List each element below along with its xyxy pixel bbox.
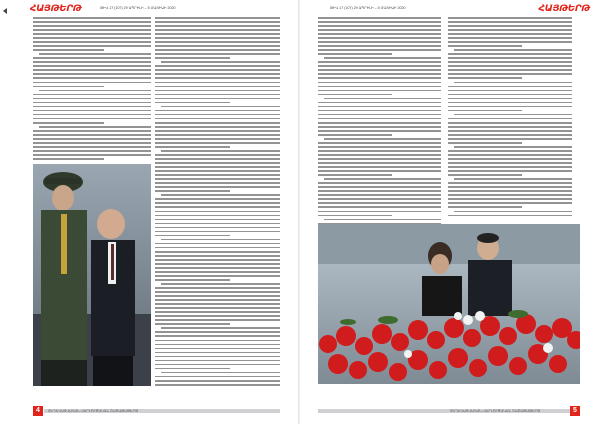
- body-text-line: [318, 202, 441, 204]
- body-text-line: [318, 45, 441, 47]
- body-text-line: [318, 29, 441, 31]
- body-text-line: [33, 122, 104, 124]
- body-text-line: [324, 178, 441, 180]
- body-text-line: [155, 94, 280, 96]
- body-text-line: [33, 69, 151, 71]
- body-text-line: [448, 142, 522, 144]
- body-text-line: [155, 53, 280, 55]
- body-text-line: [155, 360, 280, 362]
- body-text-line: [155, 45, 280, 47]
- body-text-line: [155, 223, 280, 225]
- body-text-line: [33, 29, 151, 31]
- body-text-line: [33, 17, 151, 19]
- body-text-line: [155, 134, 280, 136]
- body-text-line: [448, 158, 572, 160]
- body-text-line: [448, 174, 522, 176]
- body-text-line: [324, 98, 441, 100]
- body-text-line: [448, 166, 572, 168]
- body-text-line: [318, 150, 441, 152]
- body-text-line: [33, 37, 151, 39]
- body-text-line: [39, 90, 151, 92]
- body-text-line: [155, 158, 280, 160]
- body-text-line: [318, 170, 441, 172]
- left-text-column-2: [155, 17, 280, 387]
- body-text-line: [318, 94, 392, 96]
- body-text-line: [155, 335, 280, 337]
- body-text-line: [448, 215, 572, 217]
- body-text-line: [318, 142, 441, 144]
- body-text-line: [39, 126, 151, 128]
- body-text-line: [155, 17, 280, 19]
- body-text-line: [155, 267, 280, 269]
- body-text-line: [318, 122, 441, 124]
- right-text-column-2: [448, 17, 572, 217]
- body-text-line: [155, 69, 280, 71]
- body-text-line: [155, 275, 280, 277]
- body-text-line: [448, 134, 572, 136]
- body-text-line: [318, 186, 441, 188]
- body-text-line: [448, 25, 572, 27]
- body-text-line: [155, 90, 280, 92]
- body-text-line: [318, 73, 441, 75]
- body-text-line: [318, 86, 441, 88]
- body-text-line: [318, 162, 441, 164]
- body-text-line: [448, 98, 572, 100]
- memorial-wreath-photo: [318, 224, 580, 384]
- body-text-line: [155, 279, 230, 281]
- body-text-line: [33, 98, 151, 100]
- body-text-line: [33, 134, 151, 136]
- body-text-line: [33, 77, 151, 79]
- body-text-line: [448, 73, 572, 75]
- body-text-line: [155, 340, 280, 342]
- body-text-line: [33, 146, 151, 148]
- memorial-wreath-image: [318, 224, 580, 384]
- body-text-line: [448, 162, 572, 164]
- right-text-column-1: [318, 17, 441, 227]
- body-text-line: [448, 41, 572, 43]
- body-text-line: [448, 206, 522, 208]
- left-page-header: [30, 4, 290, 14]
- body-text-line: [318, 110, 441, 112]
- body-text-line: [33, 154, 151, 156]
- body-text-line: [448, 138, 572, 140]
- body-text-line: [33, 142, 151, 144]
- body-text-line: [448, 150, 572, 152]
- body-text-line: [33, 21, 151, 23]
- body-text-line: [318, 41, 441, 43]
- left-footer-text: ՏԵՂԵԿԱՏՎԱԿԱՆ-ՎԵՐԼՈՒԾԱԿԱՆ ՇԱԲԱԹԱԹԵՐԹ: [48, 409, 139, 413]
- body-text-line: [318, 69, 441, 71]
- body-text-line: [155, 110, 280, 112]
- body-text-line: [318, 166, 441, 168]
- body-text-line: [448, 122, 572, 124]
- body-text-line: [448, 130, 572, 132]
- body-text-line: [161, 239, 280, 241]
- body-text-line: [155, 186, 280, 188]
- body-text-line: [448, 45, 522, 47]
- body-text-line: [155, 174, 280, 176]
- body-text-line: [155, 231, 280, 233]
- body-text-line: [155, 82, 280, 84]
- body-text-line: [318, 154, 441, 156]
- body-text-line: [318, 211, 441, 213]
- body-text-line: [155, 311, 280, 313]
- body-text-line: [33, 33, 151, 35]
- body-text-line: [318, 118, 441, 120]
- body-text-line: [161, 372, 280, 374]
- body-text-line: [155, 206, 280, 208]
- body-text-line: [33, 138, 151, 140]
- body-text-line: [318, 114, 441, 116]
- body-text-line: [318, 37, 441, 39]
- body-text-line: [155, 41, 280, 43]
- body-text-line: [155, 331, 280, 333]
- body-text-line: [155, 380, 280, 382]
- body-text-line: [155, 315, 280, 317]
- body-text-line: [318, 102, 441, 104]
- body-text-line: [155, 287, 280, 289]
- body-text-line: [448, 198, 572, 200]
- body-text-line: [155, 130, 280, 132]
- body-text-line: [318, 174, 392, 176]
- right-logo: ՀԱՅԹԵՐԹ: [538, 4, 590, 14]
- body-text-line: [448, 202, 572, 204]
- left-text-column-1-top: [33, 17, 151, 162]
- body-text-line: [448, 53, 572, 55]
- body-text-line: [33, 106, 151, 108]
- body-text-line: [33, 49, 104, 51]
- body-text-line: [155, 211, 280, 213]
- body-text-line: [155, 178, 280, 180]
- body-text-line: [155, 295, 280, 297]
- body-text-line: [33, 114, 151, 116]
- body-text-line: [448, 94, 572, 96]
- body-text-line: [155, 215, 280, 217]
- body-text-line: [155, 182, 280, 184]
- body-text-line: [155, 114, 280, 116]
- body-text-line: [155, 73, 280, 75]
- body-text-line: [155, 348, 280, 350]
- body-text-line: [155, 344, 280, 346]
- body-text-line: [155, 142, 280, 144]
- body-text-line: [448, 186, 572, 188]
- body-text-line: [324, 138, 441, 140]
- body-text-line: [318, 49, 441, 51]
- body-text-line: [155, 57, 230, 59]
- body-text-line: [448, 57, 572, 59]
- body-text-line: [318, 82, 441, 84]
- body-text-line: [155, 25, 280, 27]
- body-text-line: [155, 247, 280, 249]
- body-text-line: [318, 194, 441, 196]
- body-text-line: [448, 86, 572, 88]
- body-text-line: [155, 356, 280, 358]
- soldier-and-official-photo: [33, 164, 151, 386]
- body-text-line: [33, 118, 151, 120]
- body-text-line: [155, 259, 280, 261]
- body-text-line: [161, 106, 280, 108]
- body-text-line: [155, 118, 280, 120]
- body-text-line: [318, 134, 392, 136]
- left-issue-line: ԹԻՎ 17 (107) 29 ԱՊՐԻԼԻ – 5 ՄԱՅԻՍԻ 2020: [100, 6, 176, 10]
- body-text-line: [454, 211, 572, 213]
- body-text-line: [448, 126, 572, 128]
- body-text-line: [448, 17, 572, 19]
- body-text-line: [318, 198, 441, 200]
- body-text-line: [161, 283, 280, 285]
- body-text-line: [33, 45, 151, 47]
- body-text-line: [318, 17, 441, 19]
- body-text-line: [324, 219, 441, 221]
- body-text-line: [454, 146, 572, 148]
- body-text-line: [155, 98, 280, 100]
- body-text-line: [33, 65, 151, 67]
- body-text-line: [454, 178, 572, 180]
- body-text-line: [155, 37, 280, 39]
- body-text-line: [448, 33, 572, 35]
- right-page: [300, 0, 600, 424]
- body-text-line: [33, 82, 151, 84]
- body-text-line: [448, 77, 522, 79]
- body-text-line: [33, 158, 104, 160]
- body-text-line: [39, 53, 151, 55]
- body-text-line: [448, 21, 572, 23]
- right-page-number: 5: [570, 406, 580, 416]
- previous-page-arrow-icon[interactable]: [3, 8, 7, 14]
- body-text-line: [155, 319, 280, 321]
- body-text-line: [448, 69, 572, 71]
- right-page-footer: [300, 404, 600, 418]
- body-text-line: [448, 154, 572, 156]
- body-text-line: [318, 215, 392, 217]
- body-text-line: [155, 352, 280, 354]
- body-text-line: [155, 376, 280, 378]
- body-text-line: [448, 29, 572, 31]
- body-text-line: [318, 158, 441, 160]
- body-text-line: [33, 150, 151, 152]
- body-text-line: [155, 243, 280, 245]
- body-text-line: [155, 49, 280, 51]
- body-text-line: [161, 61, 280, 63]
- body-text-line: [33, 61, 151, 63]
- body-text-line: [448, 37, 572, 39]
- body-text-line: [448, 118, 572, 120]
- body-text-line: [161, 194, 280, 196]
- body-text-line: [161, 150, 280, 152]
- left-logo: ՀԱՅԹԵՐԹ: [30, 4, 82, 14]
- body-text-line: [155, 251, 280, 253]
- body-text-line: [155, 235, 230, 237]
- body-text-line: [155, 263, 280, 265]
- body-text-line: [155, 202, 280, 204]
- right-page-header: [330, 4, 590, 14]
- body-text-line: [155, 21, 280, 23]
- body-text-line: [33, 110, 151, 112]
- body-text-line: [318, 106, 441, 108]
- body-text-line: [318, 65, 441, 67]
- body-text-line: [448, 110, 522, 112]
- body-text-line: [155, 299, 280, 301]
- body-text-line: [318, 206, 441, 208]
- body-text-line: [155, 146, 230, 148]
- body-text-line: [324, 57, 441, 59]
- body-text-line: [155, 368, 230, 370]
- body-text-line: [318, 21, 441, 23]
- body-text-line: [448, 102, 572, 104]
- body-text-line: [448, 182, 572, 184]
- body-text-line: [33, 102, 151, 104]
- body-text-line: [448, 190, 572, 192]
- body-text-line: [33, 86, 104, 88]
- body-text-line: [318, 61, 441, 63]
- body-text-line: [448, 170, 572, 172]
- body-text-line: [318, 190, 441, 192]
- body-text-line: [155, 219, 280, 221]
- body-text-line: [155, 364, 280, 366]
- body-text-line: [318, 130, 441, 132]
- body-text-line: [155, 122, 280, 124]
- body-text-line: [33, 25, 151, 27]
- body-text-line: [155, 271, 280, 273]
- body-text-line: [448, 106, 572, 108]
- body-text-line: [454, 82, 572, 84]
- body-text-line: [318, 25, 441, 27]
- soldier-and-official-image: [33, 164, 151, 386]
- body-text-line: [155, 86, 280, 88]
- body-text-line: [155, 77, 280, 79]
- body-text-line: [448, 61, 572, 63]
- body-text-line: [155, 166, 280, 168]
- body-text-line: [155, 29, 280, 31]
- body-text-line: [155, 102, 230, 104]
- body-text-line: [155, 198, 280, 200]
- body-text-line: [155, 303, 280, 305]
- body-text-line: [33, 41, 151, 43]
- body-text-line: [448, 90, 572, 92]
- body-text-line: [448, 194, 572, 196]
- body-text-line: [161, 327, 280, 329]
- body-text-line: [448, 65, 572, 67]
- body-text-line: [318, 90, 441, 92]
- body-text-line: [155, 162, 280, 164]
- right-issue-line: ԹԻՎ 17 (107) 29 ԱՊՐԻԼԻ – 5 ՄԱՅԻՍԻ 2020: [330, 6, 406, 10]
- body-text-line: [155, 190, 230, 192]
- body-text-line: [318, 146, 441, 148]
- body-text-line: [155, 126, 280, 128]
- body-text-line: [155, 323, 230, 325]
- body-text-line: [33, 73, 151, 75]
- left-page-number: 4: [33, 406, 43, 416]
- body-text-line: [33, 130, 151, 132]
- body-text-line: [454, 114, 572, 116]
- body-text-line: [318, 77, 441, 79]
- body-text-line: [318, 33, 441, 35]
- body-text-line: [318, 126, 441, 128]
- body-text-line: [33, 94, 151, 96]
- right-footer-text: ՏԵՂԵԿԱՏՎԱԿԱՆ-ՎԵՐԼՈՒԾԱԿԱՆ ՇԱԲԱԹԱԹԵՐԹ: [450, 409, 541, 413]
- body-text-line: [155, 384, 280, 386]
- body-text-line: [318, 182, 441, 184]
- body-text-line: [155, 138, 280, 140]
- body-text-line: [155, 227, 280, 229]
- body-text-line: [155, 255, 280, 257]
- body-text-line: [454, 49, 572, 51]
- body-text-line: [33, 57, 151, 59]
- body-text-line: [155, 291, 280, 293]
- body-text-line: [155, 33, 280, 35]
- left-page-footer: [0, 404, 300, 418]
- body-text-line: [155, 307, 280, 309]
- body-text-line: [155, 170, 280, 172]
- body-text-line: [155, 154, 280, 156]
- body-text-line: [155, 65, 280, 67]
- body-text-line: [318, 53, 392, 55]
